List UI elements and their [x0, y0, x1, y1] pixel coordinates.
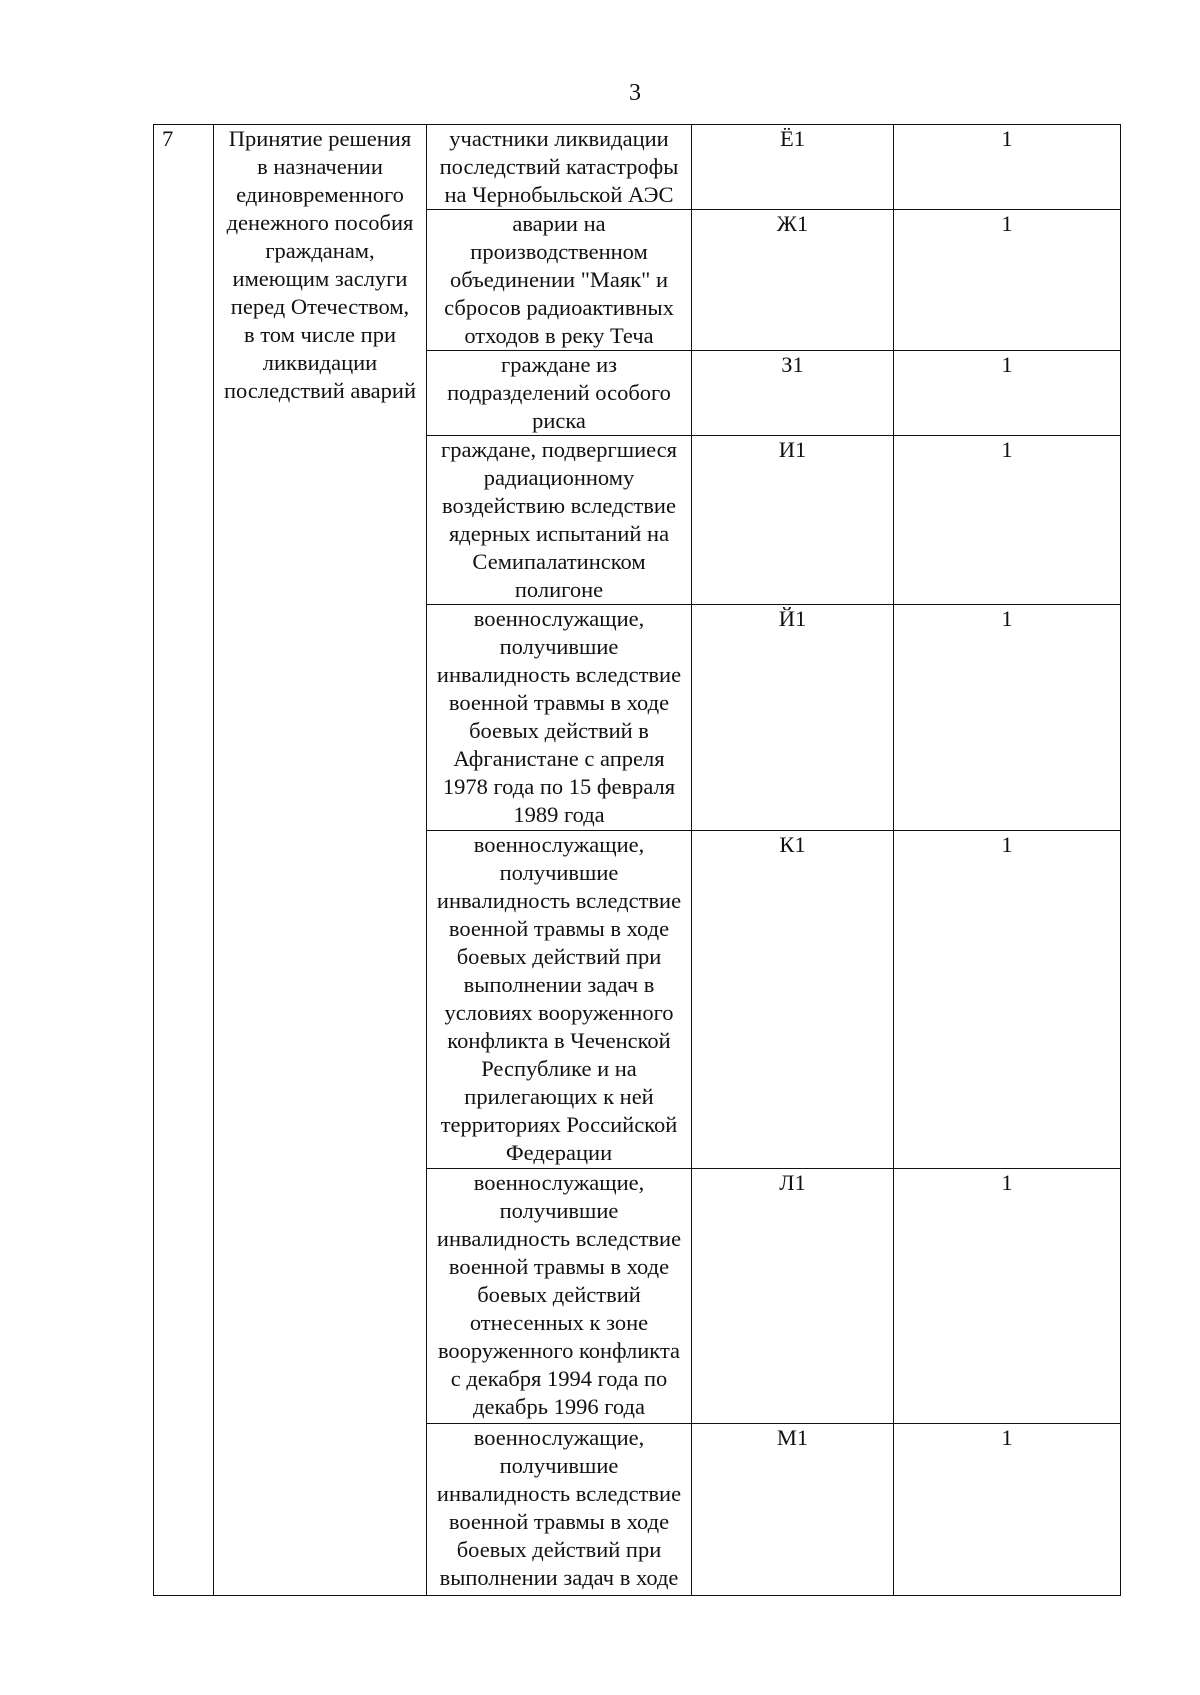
category-value: 1 [894, 351, 1121, 436]
category-code: Ж1 [692, 210, 894, 351]
category-value: 1 [894, 605, 1121, 831]
table-row [154, 125, 1121, 210]
category-code: И1 [692, 436, 894, 605]
category-name: аварии на производственном объединении "Маяк" и сбросов радиоактивных отходов в реку Теча [427, 210, 692, 351]
category-value: 1 [894, 436, 1121, 605]
category-name: военнослужащие, получившие инвалидность вследствие военной травмы в ходе боевых действий отнесенных к зоне вооруженного конфликта с декабря 1994 года по декабрь 1996 года [427, 1169, 692, 1424]
page-number: 3 [629, 80, 641, 106]
category-value: 1 [894, 1169, 1121, 1424]
category-name: военнослужащие, получившие инвалидность вследствие военной травмы в ходе боевых действий при выполнении задач в ходе [427, 1424, 692, 1596]
category-code: З1 [692, 351, 894, 436]
category-name: военнослужащие, получившие инвалидность вследствие военной травмы в ходе боевых действий при выполнении задач в условиях вооруженного конфликта в Чеченской Республике и на прилегающих к ней территориях Российской Федерации [427, 831, 692, 1169]
category-value: 1 [894, 125, 1121, 210]
service-name-text: Принятие решения в назначении единовременного денежного пособия гражданам, имеющим заслуги перед Отечеством, в том числе при ликвидации последствий аварий [224, 126, 416, 403]
category-code: Л1 [692, 1169, 894, 1424]
category-code: Ё1 [692, 125, 894, 210]
category-name: участники ликвидации последствий катастрофы на Чернобыльской АЭС [427, 125, 692, 210]
category-name: граждане из подразделений особого риска [427, 351, 692, 436]
category-name: военнослужащие, получившие инвалидность вследствие военной травмы в ходе боевых действий в Афганистане с апреля 1978 года по 15 февраля 1989 года [427, 605, 692, 831]
category-code: М1 [692, 1424, 894, 1596]
category-value: 1 [894, 210, 1121, 351]
category-value: 1 [894, 831, 1121, 1169]
category-name: граждане, подвергшиеся радиационному воздействию вследствие ядерных испытаний на Семипалатинском полигоне [427, 436, 692, 605]
service-name [214, 125, 427, 1596]
category-code: К1 [692, 831, 894, 1169]
category-code: Й1 [692, 605, 894, 831]
services-table [153, 124, 1121, 1596]
row-number: 7 [154, 125, 214, 1596]
category-value: 1 [894, 1424, 1121, 1596]
